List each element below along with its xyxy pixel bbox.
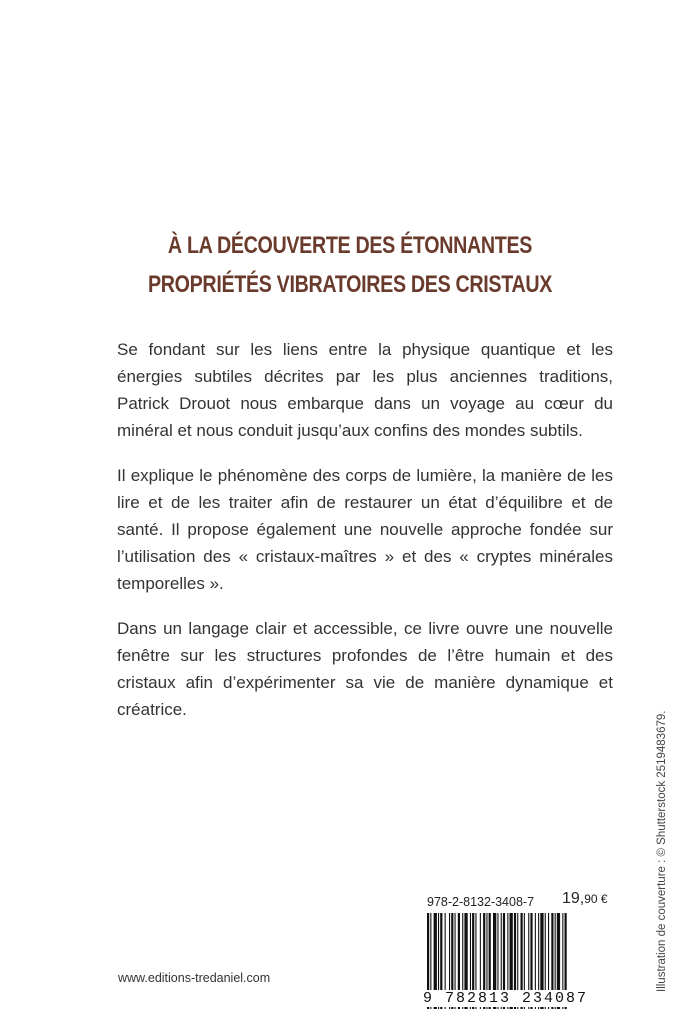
blurb-paragraph-3: Dans un langage clair et accessible, ce livre ouvre une nouvelle fenêtre sur les structures profondes de l’être humain et des cristaux afin d’expérimenter sa vie de manière dynamique et créatrice.: [117, 619, 613, 719]
cover-credit-text: Illustration de couverture : © Shutterstock 2519483679.: [656, 710, 668, 992]
price: [562, 890, 608, 908]
headline-line-1: À LA DÉCOUVERTE DES ÉTONNANTES: [167, 232, 533, 259]
price-main: 19,: [562, 890, 585, 907]
headline-line-2: PROPRIÉTÉS VIBRATOIRES DES CRISTAUX: [147, 271, 553, 298]
blurb-paragraph-1: Se fondant sur les liens entre la physique quantique et les énergies subtiles décrites par les plus anciennes traditions, Patrick Drouot nous embarque dans un voyage au cœur du minéral et nous conduit jusqu’aux confins des mondes subtils.: [117, 340, 613, 440]
isbn-number: 978-2-8132-3408-7: [427, 895, 535, 909]
headline: [0, 226, 700, 304]
price-cents: 90 €: [584, 892, 608, 906]
blurb-paragraph-2: Il explique le phénomène des corps de lumière, la manière de les lire et de les traiter afin de restaurer un état d’équilibre et de santé. Il propose également une nouvelle approche fondée sur l’utilisation des « cristaux-maîtres » et des « cryptes minérales temporelles ».: [117, 466, 613, 593]
barcode-digits: 9 782813 234087: [423, 990, 589, 1007]
publisher-website[interactable]: www.editions-tredaniel.com: [118, 971, 271, 985]
cover-credit: [656, 710, 670, 992]
blurb: [117, 336, 613, 741]
